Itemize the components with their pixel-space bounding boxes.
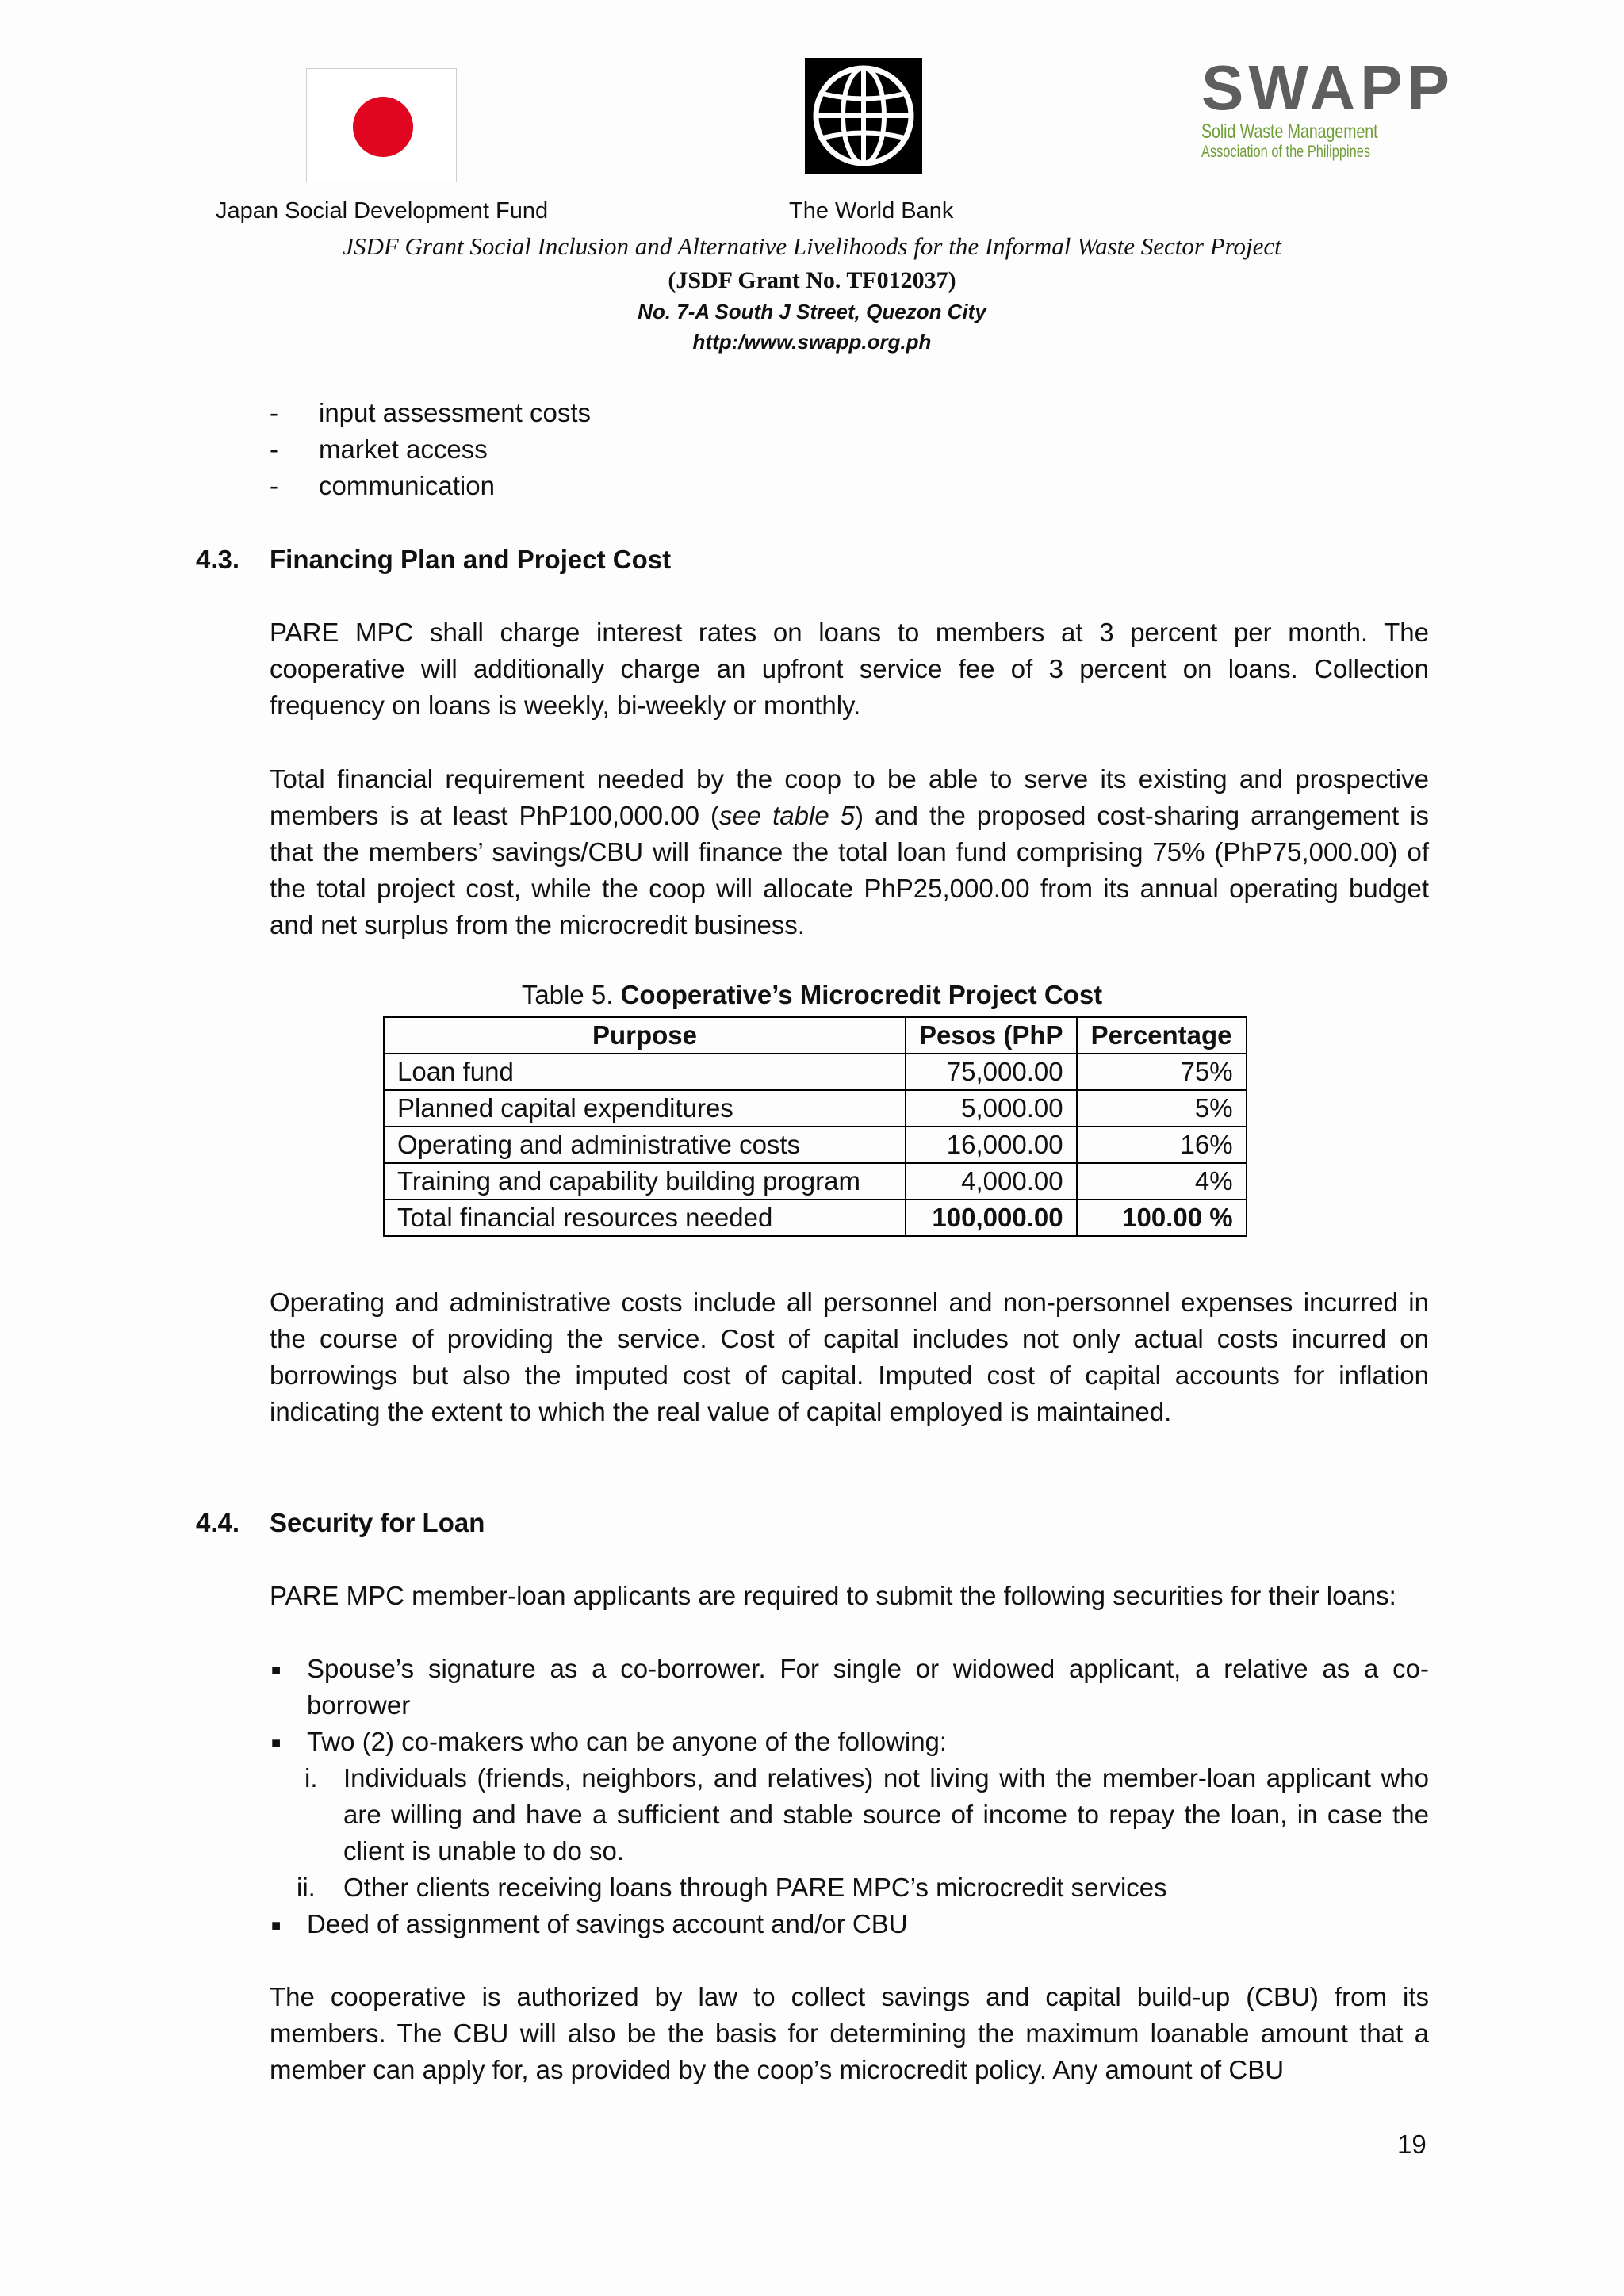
- project-cost-table: [383, 1016, 1247, 1237]
- paragraph-interest: PARE MPC shall charge interest rates on loans to members at 3 percent per month. The cooperative will additionally charge an upfront service fee of 3 percent on loans. Collection frequency on loans is weekly, bi-weekly or monthly.: [270, 618, 1429, 720]
- section-title: Security for Loan: [270, 1508, 485, 1537]
- para-text: Total financial requirement needed by the coop to be able to serve its existing and prospective members is at least PhP100,000.00 (: [270, 764, 1429, 830]
- paragraph-operating-costs: Operating and administrative costs include all personnel and non-personnel expenses incurred in the course of providing the service. Cost of capital includes not only actual costs incurred on borrowings but also the imputed cost of capital. Imputed cost of capital accounts for inflation indicating the extent to which the real value of capital employed is maintained.: [270, 1288, 1429, 1426]
- project-title: JSDF Grant Social Inclusion and Alternative Livelihoods for the Informal Waste Sector Project: [343, 232, 1281, 260]
- swapp-subtitle-2: Association of the Philippines: [1201, 143, 1371, 161]
- table-cell: Training and capability building program: [384, 1163, 906, 1200]
- dash-marker: -: [270, 398, 278, 427]
- bullet-item: Deed of assignment of savings account and/or CBU: [307, 1909, 908, 1938]
- org-center-label: The World Bank: [789, 198, 954, 224]
- paragraph-financial-requirement: [270, 761, 1429, 943]
- table-cell: 5,000.00: [906, 1090, 1077, 1127]
- table-row: [384, 1163, 1247, 1200]
- paragraph-cbu: The cooperative is authorized by law to collect savings and capital build-up (CBU) from its members. The CBU will also be the basis for determining the maximum loanable amount that a member can apply for, as provided by the coop’s microcredit policy. Any amount of CBU: [270, 1982, 1429, 2084]
- swapp-brand: SWAPP: [1201, 52, 1454, 123]
- table-cell: 4%: [1077, 1163, 1247, 1200]
- org-left-label: Japan Social Development Fund: [216, 198, 549, 224]
- table-total-row: [384, 1200, 1247, 1236]
- swapp-logo: [1201, 52, 1454, 182]
- para-text: ) and the proposed cost-sharing arrangement is that the members’ savings/CBU will finance the total loan fund comprising 75% (PhP75,000.00) of the total project cost, while the coop will allocate PhP25,000.00 from its annual operating budget and net surplus from the microcredit business.: [270, 801, 1429, 939]
- table-cell: 75%: [1077, 1054, 1247, 1090]
- table-cell: 5%: [1077, 1090, 1247, 1127]
- red-sun-disc: [353, 97, 413, 157]
- table-cell: Total financial resources needed: [384, 1200, 906, 1236]
- list-item: input assessment costs: [319, 398, 591, 427]
- table-row: [384, 1127, 1247, 1163]
- column-header: Percentage: [1077, 1017, 1247, 1054]
- table-row: [384, 1054, 1247, 1090]
- table-cell: 4,000.00: [906, 1163, 1077, 1200]
- section-number: 4.3.: [196, 545, 240, 574]
- square-bullet-icon: ■: [271, 1662, 282, 1679]
- bullet-item: Two (2) co-makers who can be anyone of the following:: [307, 1727, 948, 1756]
- table-cell: 75,000.00: [906, 1054, 1077, 1090]
- roman-marker: i.: [304, 1763, 318, 1793]
- website: http:/www.swapp.org.ph: [692, 330, 932, 354]
- column-header: Pesos (PhP: [906, 1017, 1077, 1054]
- square-bullet-icon: ■: [271, 1735, 282, 1752]
- bullet-item: Spouse’s signature as a co-borrower. For single or widowed applicant, a relative as a co-borrower: [307, 1654, 1429, 1720]
- world-bank-logo: [805, 58, 922, 174]
- table-cell: 16%: [1077, 1127, 1247, 1163]
- caption-prefix: Table 5.: [521, 980, 621, 1009]
- address: No. 7-A South J Street, Quezon City: [638, 300, 986, 323]
- square-bullet-icon: ■: [271, 1917, 282, 1934]
- roman-marker: ii.: [297, 1873, 316, 1902]
- paragraph-securities-intro: PARE MPC member-loan applicants are required to submit the following securities for their loans:: [270, 1581, 1396, 1610]
- table-cell: 16,000.00: [906, 1127, 1077, 1163]
- list-item: market access: [319, 434, 488, 464]
- grant-number: (JSDF Grant No. TF012037): [668, 267, 956, 293]
- table-reference: see table 5: [718, 801, 855, 830]
- caption-title: Cooperative’s Microcredit Project Cost: [620, 980, 1103, 1009]
- column-header: Purpose: [384, 1017, 906, 1054]
- section-number: 4.4.: [196, 1508, 240, 1537]
- section-title: Financing Plan and Project Cost: [270, 545, 672, 574]
- table-cell: Operating and administrative costs: [384, 1127, 906, 1163]
- sub-list-item: Individuals (friends, neighbors, and relatives) not living with the member-loan applicant who are willing and have a sufficient and stable source of income to repay the loan, in case the client is unable to do so.: [343, 1763, 1429, 1866]
- table-header-row: [384, 1017, 1247, 1054]
- sub-list-item: Other clients receiving loans through PARE MPC’s microcredit services: [343, 1873, 1167, 1902]
- table-cell: Loan fund: [384, 1054, 906, 1090]
- list-item: communication: [319, 471, 495, 500]
- japan-flag-logo: [306, 68, 457, 182]
- dash-marker: -: [270, 434, 278, 464]
- swapp-subtitle: Solid Waste Management: [1201, 121, 1378, 143]
- table-caption: [0, 980, 1624, 1010]
- table-cell: 100,000.00: [906, 1200, 1077, 1236]
- dash-marker: -: [270, 471, 278, 500]
- page-number: 19: [1397, 2130, 1427, 2159]
- table-row: [384, 1090, 1247, 1127]
- globe-icon: [805, 58, 922, 174]
- table-cell: Planned capital expenditures: [384, 1090, 906, 1127]
- table-cell: 100.00 %: [1077, 1200, 1247, 1236]
